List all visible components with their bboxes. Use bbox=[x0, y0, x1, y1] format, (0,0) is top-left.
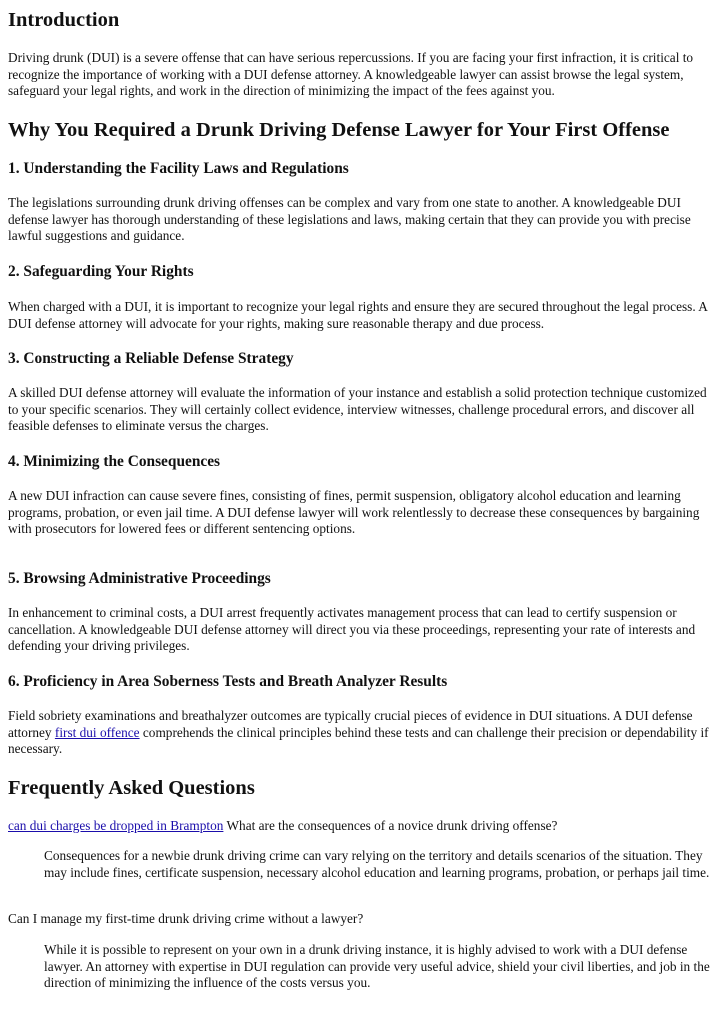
section-1-title: 1. Understanding the Facility Laws and Regulations bbox=[8, 160, 349, 177]
why-heading: Why You Required a Drunk Driving Defense Lawyer for Your First Offense bbox=[8, 119, 670, 141]
faq-answer-1: Consequences for a newbie drunk driving crime can vary relying on the territory and details scenarios of the situation. They may include fines, certificate suspension, necessary alcohol education and learning programs, probation, or perhaps jail time. bbox=[44, 848, 710, 880]
section-6-body bbox=[8, 708, 714, 758]
section-3-body: A skilled DUI defense attorney will evaluate the information of your instance and establish a solid protection technique customized to your specific scenarios. They will certainly collect evidence, interview witnesses, challenge procedural errors, and discover all feasible defenses to eliminate versus the charges. bbox=[8, 385, 707, 434]
first-dui-offence-link[interactable]: first dui offence bbox=[54, 724, 140, 740]
section-5-body: In enhancement to criminal costs, a DUI arrest frequently activates management process that can lead to certify suspension or cancellation. A knowledgeable DUI defense attorney will direct you via these proceedings, representing your rate of interests and defending your driving privileges. bbox=[8, 605, 696, 654]
faq-question-1 bbox=[8, 818, 714, 835]
introduction-heading: Introduction bbox=[8, 9, 120, 31]
section-1-body: The legislations surrounding drunk driving offenses can be complex and vary from one state to another. A knowledgeable DUI defense lawyer has thorough understanding of these legislations and laws, making certain that they can provide you with precise lawful suggestions and guidance. bbox=[8, 195, 691, 244]
faq-heading: Frequently Asked Questions bbox=[8, 777, 255, 799]
section-6-body-end: comprehends the clinical principles behind these tests and can challenge their precision or dependability if necessary. bbox=[8, 724, 709, 757]
section-3-title: 3. Constructing a Reliable Defense Strategy bbox=[8, 350, 294, 367]
section-6-body-start: Field sobriety examinations and breathalyzer outcomes are typically crucial pieces of evidence in DUI situations. A DUI defense attorney bbox=[8, 708, 693, 740]
section-2-body: When charged with a DUI, it is important to recognize your legal rights and ensure they are secured throughout the legal process. A DUI defense attorney will advocate for your rights, making sure reasonable therapy and due process. bbox=[8, 299, 708, 331]
section-6-title: 6. Proficiency in Area Soberness Tests and Breath Analyzer Results bbox=[8, 673, 448, 690]
faq-answer-2: While it is possible to represent on your own in a drunk driving instance, it is highly advised to work with a DUI defense lawyer. An attorney with expertise in DUI regulation can provide very useful advice, shield your civil liberties, and job in the direction of minimizing the influence of the costs versus you. bbox=[44, 942, 710, 991]
faq-question-1-text: What are the consequences of a novice drunk driving offense? bbox=[223, 818, 558, 833]
introduction-paragraph: Driving drunk (DUI) is a severe offense that can have serious repercussions. If you are facing your first infraction, it is critical to recognize the importance of working with a DUI defense attorney. A knowledgeable lawyer can assist browse the legal system, safeguard your legal rights, and work in the direction of minimizing the impact of the fees against you. bbox=[8, 50, 694, 99]
section-4-title: 4. Minimizing the Consequences bbox=[8, 453, 221, 470]
faq-question-2: Can I manage my first-time drunk driving crime without a lawyer? bbox=[8, 911, 364, 926]
section-5-title: 5. Browsing Administrative Proceedings bbox=[8, 570, 271, 587]
section-4-body: A new DUI infraction can cause severe fines, consisting of fines, permit suspension, obligatory alcohol education and learning programs, probation, or even jail time. A DUI defense lawyer will work relentlessly to decrease these consequences by bargaining with prosecutors for lowered fees or different sentencing options. bbox=[8, 488, 700, 537]
dui-charges-brampton-link[interactable]: can dui charges be dropped in Brampton bbox=[8, 818, 224, 833]
section-2-title: 2. Safeguarding Your Rights bbox=[8, 263, 194, 280]
